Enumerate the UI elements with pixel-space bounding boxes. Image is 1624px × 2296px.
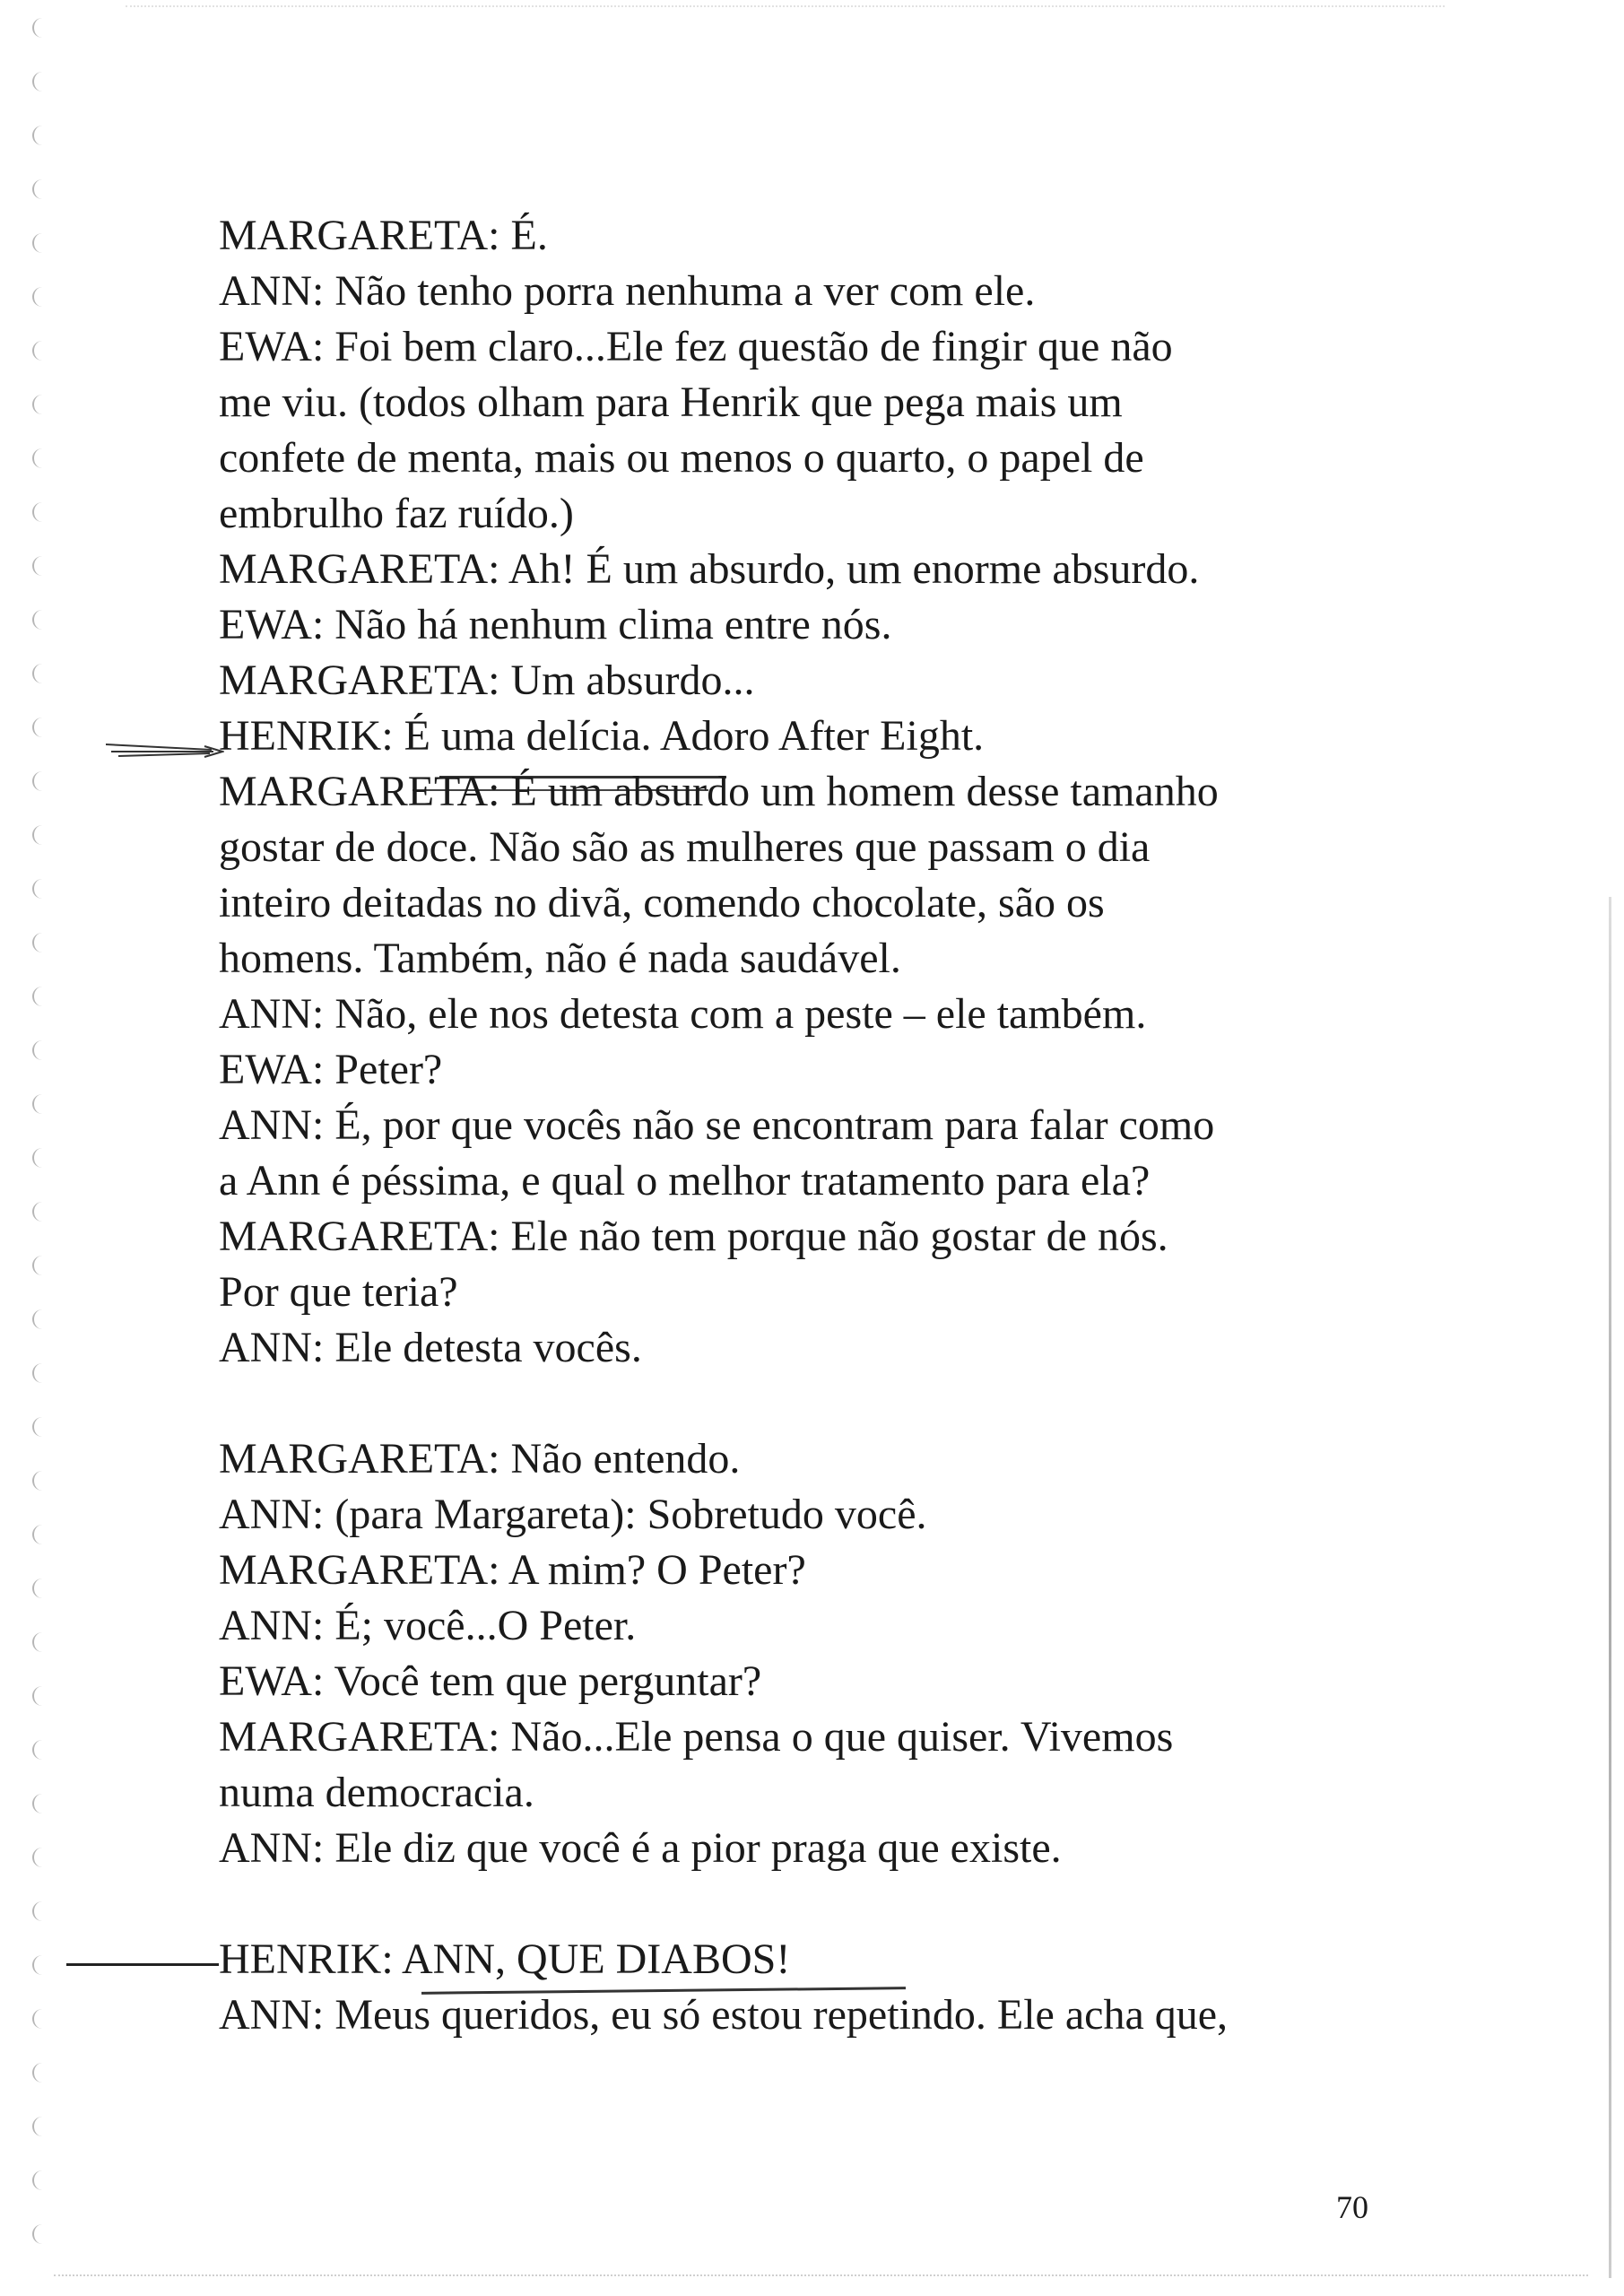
binding-hole (32, 1094, 47, 1114)
dialogue-line: MARGARETA: A mim? O Peter? (219, 1546, 806, 1594)
scan-edge-top (126, 5, 1445, 7)
dialogue-line: MARGARETA: Ele não tem porque não gostar de nós. (219, 1213, 1168, 1260)
binding-hole (32, 2224, 47, 2244)
dialogue-line: MARGARETA: Ah! É um absurdo, um enorme absurdo. (219, 545, 1200, 593)
binding-hole (32, 1848, 47, 1867)
dialogue-line: EWA: Não há nenhum clima entre nós. (219, 601, 892, 648)
dialogue-line: numa democracia. (219, 1769, 534, 1816)
binding-holes (23, 18, 59, 2278)
dialogue-line: ANN: Não tenho porra nenhuma a ver com ele. (219, 267, 1036, 315)
scan-edge-bottom (54, 2274, 1588, 2276)
dialogue-line: ANN: É; você...O Peter. (219, 1602, 637, 1649)
binding-hole (32, 1256, 47, 1275)
binding-hole (32, 879, 47, 899)
dialogue-line: ANN: Meus queridos, eu só estou repetindo. Ele acha que, (219, 1991, 1229, 2039)
dialogue-line: confete de menta, mais ou menos o quarto, o papel de (219, 434, 1144, 482)
dialogue-line: MARGARETA: É um absurdo um homem desse tamanho (219, 768, 1219, 815)
binding-hole (32, 287, 47, 307)
dialogue-line: gostar de doce. Não são as mulheres que passam o dia (219, 823, 1151, 871)
dialogue-line: MARGARETA: Não entendo. (219, 1435, 741, 1483)
binding-hole (32, 664, 47, 683)
binding-hole (32, 1686, 47, 1706)
dialogue-line: MARGARETA: É. (219, 212, 548, 259)
binding-hole (32, 1578, 47, 1598)
binding-hole (32, 1525, 47, 1544)
binding-hole (32, 610, 47, 630)
binding-hole (32, 1794, 47, 1813)
dialogue-line: me viu. (todos olham para Henrik que pega mais um (219, 378, 1123, 426)
dialogue-line: MARGARETA: Um absurdo... (219, 657, 755, 704)
binding-hole (32, 341, 47, 361)
dialogue-line: homens. Também, não é nada saudável. (219, 935, 901, 982)
dialogue-line: ANN: É, por que vocês não se encontram para falar como (219, 1101, 1215, 1149)
dialogue-line: inteiro deitadas no divã, comendo chocolate, são os (219, 879, 1105, 926)
binding-hole (32, 179, 47, 199)
dialogue-line: HENRIK: ANN, QUE DIABOS! (219, 1935, 791, 1983)
binding-hole (32, 1740, 47, 1760)
binding-hole (32, 1471, 47, 1491)
binding-hole (32, 2009, 47, 2029)
dialogue-line: MARGARETA: Não...Ele pensa o que quiser. Vivemos (219, 1713, 1174, 1761)
binding-hole (32, 825, 47, 845)
binding-hole (32, 1363, 47, 1383)
blank-line (219, 1376, 1438, 1431)
dialogue-line: embrulho faz ruído.) (219, 490, 574, 537)
binding-hole (32, 718, 47, 737)
dialogue-line: HENRIK: É uma delícia. Adoro After Eight. (219, 712, 985, 760)
dialogue-line: Por que teria? (219, 1268, 458, 1316)
binding-hole (32, 1632, 47, 1652)
dialogue-line: ANN: Não, ele nos detesta com a peste – ele também. (219, 990, 1147, 1038)
binding-hole (32, 395, 47, 414)
binding-hole (32, 2063, 47, 2083)
binding-hole (32, 556, 47, 576)
binding-hole (32, 1309, 47, 1329)
binding-hole (32, 2117, 47, 2136)
binding-hole (32, 233, 47, 253)
binding-hole (32, 502, 47, 522)
binding-hole (32, 2170, 47, 2190)
binding-hole (32, 1901, 47, 1921)
dialogue-line: EWA: Foi bem claro...Ele fez questão de fingir que não (219, 323, 1173, 370)
dialogue-line: ANN: Ele diz que você é a pior praga que existe. (219, 1824, 1062, 1872)
binding-hole (32, 1202, 47, 1222)
binding-hole (32, 1955, 47, 1975)
dialogue-line: EWA: Peter? (219, 1046, 443, 1093)
dialogue-line: ANN: Ele detesta vocês. (219, 1324, 642, 1371)
binding-hole (32, 933, 47, 952)
margin-line-mark (66, 1963, 219, 1966)
binding-hole (32, 1417, 47, 1437)
binding-hole (32, 987, 47, 1006)
binding-hole (32, 771, 47, 791)
binding-hole (32, 448, 47, 468)
dialogue-line: ANN: (para Margareta): Sobretudo você. (219, 1491, 927, 1538)
binding-hole (32, 1040, 47, 1060)
binding-hole (32, 126, 47, 145)
dialogue-line: EWA: Você tem que perguntar? (219, 1657, 762, 1705)
binding-hole (32, 1148, 47, 1168)
binding-hole (32, 72, 47, 91)
dialogue-text (219, 208, 1438, 2043)
page-number: 70 (1336, 2189, 1368, 2225)
blank-line (219, 1876, 1438, 1932)
margin-arrow-mark (106, 741, 224, 759)
scan-edge-right (1609, 897, 1611, 2278)
binding-hole (32, 18, 47, 38)
dialogue-line: a Ann é péssima, e qual o melhor tratamento para ela? (219, 1157, 1151, 1205)
